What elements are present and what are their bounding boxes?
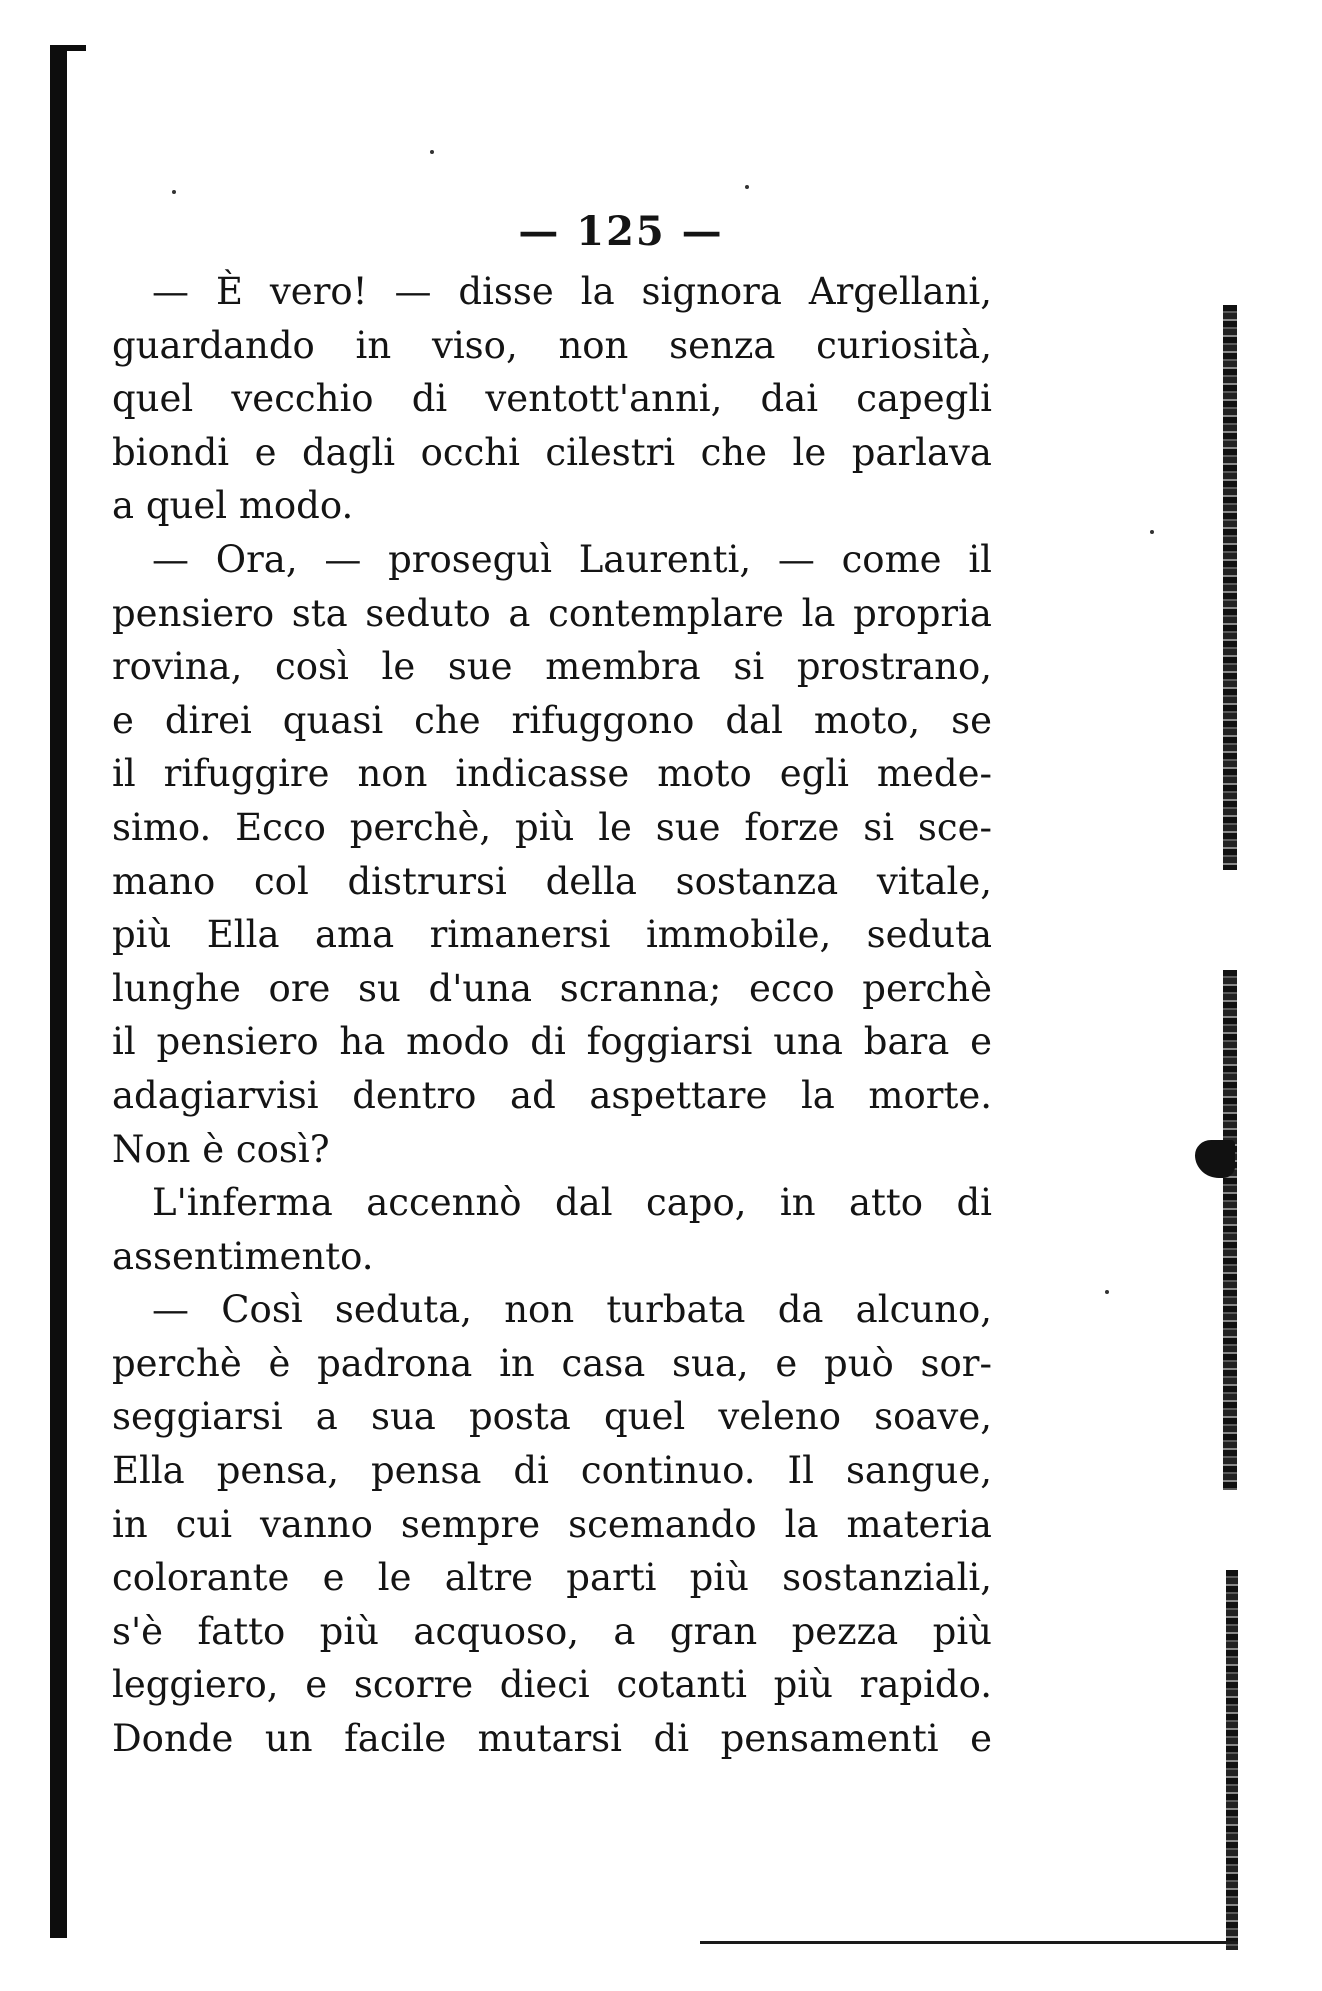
text-line: leggiero, e scorre dieci cotanti più rapido. [112, 1663, 992, 1707]
scan-edge-right-lower [1226, 1570, 1238, 1950]
bottom-rule [700, 1941, 1238, 1944]
text-line: il pensiero ha modo di foggiarsi una bara e [112, 1020, 992, 1064]
scan-edge-right-middle [1223, 970, 1237, 1490]
speck [430, 150, 434, 154]
speck [172, 190, 176, 194]
text-line: a quel modo. [112, 484, 354, 528]
text-line: L'inferma accennò dal capo, in atto di [152, 1181, 992, 1225]
speck [745, 185, 749, 189]
text-line: biondi e dagli occhi cilestri che le parlava [112, 430, 992, 474]
ink-blot [1195, 1140, 1235, 1178]
speck [1105, 1290, 1109, 1294]
text-line: adagiarvisi dentro ad aspettare la morte. [112, 1073, 992, 1117]
page-number [0, 208, 1322, 255]
text-line: il rifuggire non indicasse moto egli mede- [112, 752, 992, 796]
text-line: pensiero sta seduto a contemplare la propria [112, 591, 992, 635]
text-line: Donde un facile mutarsi di pensamenti e [112, 1717, 992, 1761]
text-line: colorante e le altre parti più sostanziali, [112, 1556, 992, 1600]
text-line: seggiarsi a sua posta quel veleno soave, [112, 1395, 992, 1439]
text-line: in cui vanno sempre scemando la materia [112, 1502, 992, 1546]
text-line: — Così seduta, non turbata da alcuno, [152, 1288, 992, 1332]
text-line: e direi quasi che rifuggono dal moto, se [112, 698, 992, 742]
binding-edge-cap [50, 45, 86, 51]
text-line: — Ora, — proseguì Laurenti, — come il [152, 537, 992, 581]
text-line: Ella pensa, pensa di continuo. Il sangue, [112, 1449, 992, 1493]
page-number-text: — 125 — [518, 208, 724, 255]
text-line: mano col distrursi della sostanza vitale, [112, 859, 992, 903]
text-line: più Ella ama rimanersi immobile, seduta [112, 913, 992, 957]
text-line: guardando in viso, non senza curiosità, [112, 323, 992, 367]
binding-edge [50, 45, 67, 1938]
text-line: perchè è padrona in casa sua, e può sor- [112, 1341, 992, 1385]
text-line: simo. Ecco perchè, più le sue forze si sce- [112, 805, 992, 849]
text-line: lunghe ore su d'una scranna; ecco perchè [112, 966, 992, 1010]
text-line: assentimento. [112, 1234, 374, 1278]
scan-edge-right-upper [1223, 305, 1237, 870]
text-line: s'è fatto più acquoso, a gran pezza più [112, 1609, 992, 1653]
text-line: Non è così? [112, 1127, 330, 1171]
text-line: rovina, così le sue membra si prostrano, [112, 645, 992, 689]
text-line: — È vero! — disse la signora Argellani, [152, 270, 992, 313]
body-text [112, 265, 992, 1766]
speck [1150, 530, 1154, 534]
text-line: quel vecchio di ventott'anni, dai capegli [112, 377, 992, 421]
